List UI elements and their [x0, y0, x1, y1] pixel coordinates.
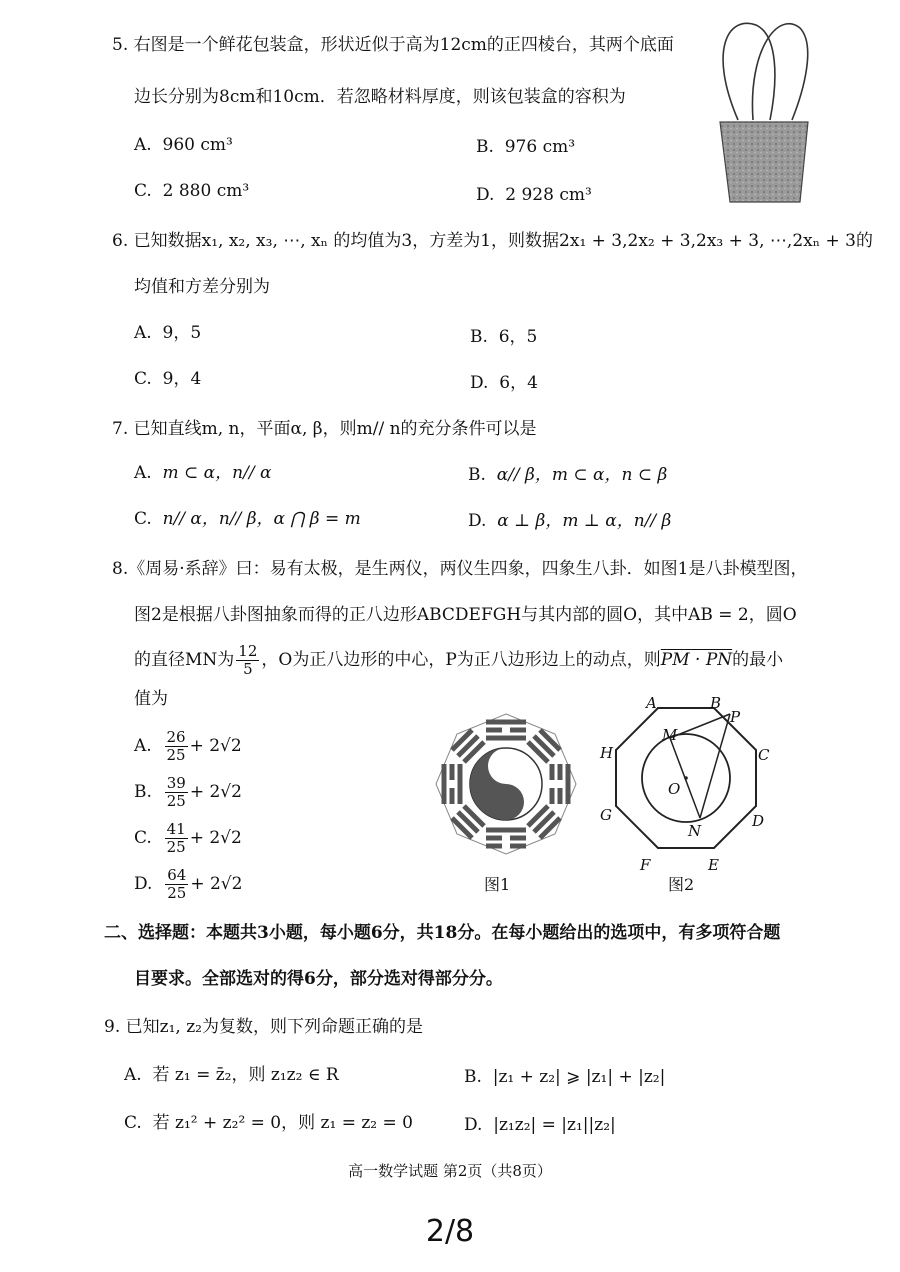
label-O: O	[668, 780, 681, 798]
q6-option-d: D. 6，4	[470, 373, 538, 393]
label-G: G	[600, 806, 612, 824]
q8-option-c: C. $\frac{41}{25}$ + 2√2	[134, 820, 242, 856]
q5-option-d: D. 2 928 cm³	[476, 185, 592, 205]
q8-stem-line4: 值为	[134, 689, 168, 709]
label-E: E	[708, 856, 719, 874]
q9-option-a: A. 若 z₁ = z̄₂，则 z₁z₂ ∈ R	[124, 1065, 339, 1085]
label-F: F	[640, 856, 651, 874]
q6-option-a: A. 9，5	[134, 323, 202, 343]
q6-option-b: B. 6，5	[470, 327, 538, 347]
q5-option-a: A. 960 cm³	[134, 135, 233, 155]
q9-option-d: D. |z₁z₂| = |z₁||z₂|	[464, 1115, 616, 1135]
q6-stem-line1: 6. 已知数据x₁, x₂, x₃, ⋯, xₙ 的均值为3，方差为1，则数据2x₁ + 3,2x₂ + 3,2x₃ + 3, ⋯,2xₙ + 3的	[112, 231, 873, 251]
label-N: N	[688, 822, 702, 840]
q8-stem-line2: 图2是根据八卦图抽象而得的正八边形ABCDEFGH与其内部的圆O，其中AB = 2，圆O	[134, 605, 797, 625]
q8-option-b: B. $\frac{39}{25}$ + 2√2	[134, 774, 242, 810]
q8-option-a: A. $\frac{26}{25}$ + 2√2	[134, 728, 242, 764]
q8-option-d: D. $\frac{64}{25}$ + 2√2	[134, 866, 243, 902]
q9-option-b: B. |z₁ + z₂| ⩾ |z₁| + |z₂|	[464, 1067, 666, 1087]
q7-stem: 7. 已知直线m, n，平面α, β，则m// n的充分条件可以是	[112, 419, 537, 439]
q5-option-c: C. 2 880 cm³	[134, 181, 250, 201]
q8-stem-line1: 8.《周易·系辞》曰：易有太极，是生两仪，两仪生四象，四象生八卦．如图1是八卦模型图，	[112, 559, 808, 579]
fig1-caption: 图1	[484, 875, 511, 894]
label-H: H	[600, 744, 614, 762]
bagua-figure	[432, 710, 580, 860]
section2-heading-line2: 目要求。全部选对的得6分，部分选对得部分分。	[134, 969, 503, 989]
page-footer: 高一数学试题 第2页（共8页）	[348, 1162, 552, 1180]
q7-option-b: B. α// β，m ⊂ α，n ⊂ β	[468, 465, 668, 485]
flower-box-illustration	[708, 10, 818, 210]
q5-stem-line2: 边长分别为8cm和10cm．若忽略材料厚度，则该包装盒的容积为	[134, 87, 626, 107]
label-C: C	[758, 746, 770, 764]
q6-stem-line2: 均值和方差分别为	[134, 277, 270, 297]
q5-stem-line1: 5. 右图是一个鲜花包装盒，形状近似于高为12cm的正四棱台，其两个底面	[112, 35, 674, 55]
q8-stem-line3: 的直径MN为 $\frac{12}{5}$ ，O为正八边形的中心，P为正八边形边上的动点，则PM · PN的最小	[134, 642, 784, 678]
q8-mn-fraction: $\frac{12}{5}$	[238, 642, 258, 678]
page-indicator: 2/8	[425, 1214, 475, 1249]
section2-heading-line1: 二、选择题：本题共3小题，每小题6分，共18分。在每小题给出的选项中，有多项符合题	[104, 923, 781, 943]
q6-option-c: C. 9，4	[134, 369, 202, 389]
q7-option-c: C. n// α，n// β，α ⋂ β = m	[134, 509, 361, 529]
label-M: M	[662, 726, 678, 744]
q9-stem: 9. 已知z₁, z₂为复数，则下列命题正确的是	[104, 1017, 423, 1037]
label-D: D	[752, 812, 765, 830]
fig2-caption: 图2	[668, 875, 695, 894]
label-B: B	[710, 694, 722, 712]
octagon-figure	[596, 690, 786, 880]
q9-option-c: C. 若 z₁² + z₂² = 0，则 z₁ = z₂ = 0	[124, 1113, 413, 1133]
q5-option-b: B. 976 cm³	[476, 137, 576, 157]
q7-option-d: D. α ⊥ β，m ⊥ α，n// β	[468, 511, 672, 531]
q7-option-a: A. m ⊂ α，n// α	[134, 463, 272, 483]
label-P: P	[730, 708, 741, 726]
label-A: A	[646, 694, 657, 712]
